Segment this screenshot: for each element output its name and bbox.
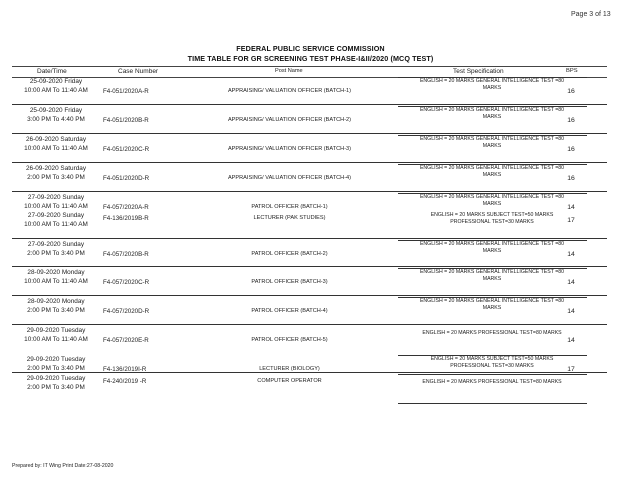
row-spec-line-2: MARKS xyxy=(482,143,502,149)
table-row xyxy=(12,268,607,294)
row-time: 10:00 AM To 11:40 AM xyxy=(24,145,88,152)
row-divider xyxy=(12,162,607,163)
row-spec-line-2: MARKS xyxy=(482,201,502,207)
row-spec-line-1: ENGLISH = 20 MARKS PROFESSIONAL TEST=80 MARKS xyxy=(422,330,562,336)
spec-divider xyxy=(398,77,587,78)
row-bps: 16 xyxy=(567,146,575,153)
row-post-name: PATROL OFFICER (BATCH-1) xyxy=(251,204,328,210)
row-date: 28-09-2020 Monday xyxy=(27,298,85,305)
row-post-name: LECTURER (BIOLOGY) xyxy=(259,366,320,372)
row-time: 10:00 AM To 11:40 AM xyxy=(24,336,88,343)
row-spec-line-2: MARKS xyxy=(482,114,502,120)
table-row xyxy=(12,135,607,161)
header-case: Case Number xyxy=(118,68,159,75)
row-time: 2:00 PM To 3:40 PM xyxy=(27,384,85,391)
page-number: Page 3 of 13 xyxy=(571,11,611,18)
row-date: 28-09-2020 Monday xyxy=(27,269,85,276)
row-date: 29-09-2020 Tuesday xyxy=(26,375,86,382)
row-divider xyxy=(12,191,607,192)
spec-divider xyxy=(398,135,587,136)
row-time: 2:00 PM To 3:40 PM xyxy=(27,250,85,257)
row-post-name: APPRAISING/ VALUATION OFFICER (BATCH-4) xyxy=(227,175,352,181)
row-case-number: F4-051/2020A-R xyxy=(103,88,149,95)
row-spec-line-1: ENGLISH = 20 MARKS SUBJECT TEST=50 MARKS xyxy=(430,356,554,362)
row-time: 2:00 PM To 3:40 PM xyxy=(27,365,85,372)
row-bps: 14 xyxy=(567,337,575,344)
row-divider xyxy=(12,266,607,267)
row-case-number: F4-057/2020C-R xyxy=(103,279,150,286)
row-time: 2:00 PM To 3:40 PM xyxy=(27,307,85,314)
row-divider xyxy=(12,372,607,373)
row-date: 25-09-2020 Friday xyxy=(29,107,83,114)
row-date: 29-09-2020 Tuesday xyxy=(26,327,86,334)
spec-divider xyxy=(398,403,587,404)
row-time: 10:00 AM To 11:40 AM xyxy=(24,278,88,285)
row-divider xyxy=(12,104,607,105)
row-spec-line-1: ENGLISH = 20 MARKS GENERAL INTELLIGENCE TEST =80 xyxy=(419,165,565,171)
table-row xyxy=(12,326,607,352)
row-spec-line-2: MARKS xyxy=(482,248,502,254)
row-post-name: PATROL OFFICER (BATCH-3) xyxy=(251,279,328,285)
row-date: 29-09-2020 Tuesday xyxy=(26,356,86,363)
row-bps: 16 xyxy=(567,88,575,95)
row-post-name: APPRAISING/ VALUATION OFFICER (BATCH-3) xyxy=(227,146,352,152)
row-divider xyxy=(12,324,607,325)
spec-divider xyxy=(398,268,587,269)
row-date: 26-09-2020 Saturday xyxy=(25,165,87,172)
row-spec-line-1: ENGLISH = 20 MARKS GENERAL INTELLIGENCE TEST =80 xyxy=(419,298,565,304)
row-case-number: F4-051/2020B-R xyxy=(103,117,149,124)
row-case-number: F4-051/2020D-R xyxy=(103,175,150,182)
row-bps: 17 xyxy=(567,366,575,373)
row-case-number: F4-057/2020E-R xyxy=(103,337,149,344)
row-divider xyxy=(12,295,607,296)
row-divider xyxy=(12,133,607,134)
row-post-name: PATROL OFFICER (BATCH-5) xyxy=(251,337,328,343)
row-post-name: PATROL OFFICER (BATCH-2) xyxy=(251,251,328,257)
header-bps: BPS xyxy=(566,68,578,74)
row-spec-line-1: ENGLISH = 20 MARKS GENERAL INTELLIGENCE TEST =80 xyxy=(419,269,565,275)
row-spec-line-1: ENGLISH = 20 MARKS GENERAL INTELLIGENCE TEST =80 xyxy=(419,136,565,142)
spec-divider xyxy=(398,374,587,375)
row-spec-line-1: ENGLISH = 20 MARKS GENERAL INTELLIGENCE TEST =80 xyxy=(419,194,565,200)
spec-divider xyxy=(398,240,587,241)
row-post-name: COMPUTER OPERATOR xyxy=(257,378,322,384)
row-case-number: F4-057/2020A-R xyxy=(103,204,149,211)
table-row xyxy=(12,374,607,400)
row-case-number: F4-057/2020B-R xyxy=(103,251,149,258)
table-row xyxy=(12,297,607,323)
row-bps: 14 xyxy=(567,279,575,286)
row-bps: 14 xyxy=(567,251,575,258)
row-bps: 16 xyxy=(567,175,575,182)
row-date: 26-09-2020 Saturday xyxy=(25,136,87,143)
row-post-name: APPRAISING/ VALUATION OFFICER (BATCH-1) xyxy=(227,88,352,94)
row-spec-line-1: ENGLISH = 20 MARKS PROFESSIONAL TEST=80 MARKS xyxy=(422,379,562,385)
row-time: 10:00 AM To 11:40 AM xyxy=(24,203,88,210)
row-bps: 14 xyxy=(567,204,575,211)
document-title: FEDERAL PUBLIC SERVICE COMMISSION xyxy=(236,44,385,53)
row-spec-line-1: ENGLISH = 20 MARKS GENERAL INTELLIGENCE TEST =80 xyxy=(419,78,565,84)
row-date: 27-09-2020 Sunday xyxy=(27,212,85,219)
row-case-number: F4-136/2019B-R xyxy=(103,215,149,222)
spec-divider xyxy=(398,164,587,165)
row-spec-line-1: ENGLISH = 20 MARKS GENERAL INTELLIGENCE TEST =80 xyxy=(419,107,565,113)
row-time: 2:00 PM To 3:40 PM xyxy=(27,174,85,181)
row-case-number: F4-136/2019I-R xyxy=(103,366,147,373)
row-spec-line-1: ENGLISH = 20 MARKS SUBJECT TEST=50 MARKS xyxy=(430,212,554,218)
row-spec-line-2: MARKS xyxy=(482,172,502,178)
document-subtitle: TIME TABLE FOR GR SCREENING TEST PHASE-I&II/2020 (MCQ TEST) xyxy=(187,54,434,63)
header-spec: Test Specification xyxy=(453,68,504,75)
row-case-number: F4-240/2019 -R xyxy=(103,378,147,385)
row-spec-line-2: MARKS xyxy=(482,276,502,282)
row-spec-line-2: MARKS xyxy=(482,85,502,91)
row-spec-line-2: MARKS xyxy=(482,305,502,311)
table-row xyxy=(12,240,607,266)
table-row xyxy=(12,106,607,132)
row-post-name: PATROL OFFICER (BATCH-4) xyxy=(251,308,328,314)
spec-divider xyxy=(398,106,587,107)
row-time: 3:00 PM To 4:40 PM xyxy=(27,116,85,123)
table-row xyxy=(12,211,607,237)
row-post-name: APPRAISING/ VALUATION OFFICER (BATCH-2) xyxy=(227,117,352,123)
row-time: 10:00 AM To 11:40 AM xyxy=(24,87,88,94)
row-spec-line-2: PROFESSIONAL TEST=30 MARKS xyxy=(450,363,534,369)
spec-divider xyxy=(398,355,587,356)
row-date: 27-09-2020 Sunday xyxy=(27,241,85,248)
spec-divider xyxy=(398,193,587,194)
row-spec-line-1: ENGLISH = 20 MARKS GENERAL INTELLIGENCE TEST =80 xyxy=(419,241,565,247)
row-date: 27-09-2020 Sunday xyxy=(27,194,85,201)
row-post-name: LECTURER (PAK STUDIES) xyxy=(253,215,326,221)
row-spec-line-2: PROFESSIONAL TEST=30 MARKS xyxy=(450,219,534,225)
row-date: 25-09-2020 Friday xyxy=(29,78,83,85)
row-case-number: F4-051/2020C-R xyxy=(103,146,150,153)
row-bps: 14 xyxy=(567,308,575,315)
row-bps: 17 xyxy=(567,217,575,224)
header-date: Date/Time xyxy=(37,68,67,75)
footer-note: Prepared by: IT Wing Print Date:27-08-2020 xyxy=(12,463,114,469)
row-time: 10:00 AM To 11:40 AM xyxy=(24,221,88,228)
row-divider xyxy=(12,238,607,239)
spec-divider xyxy=(398,297,587,298)
row-bps: 16 xyxy=(567,117,575,124)
row-case-number: F4-057/2020D-R xyxy=(103,308,150,315)
header-post: Post Name xyxy=(275,68,303,74)
table-row xyxy=(12,164,607,190)
table-row xyxy=(12,77,607,103)
